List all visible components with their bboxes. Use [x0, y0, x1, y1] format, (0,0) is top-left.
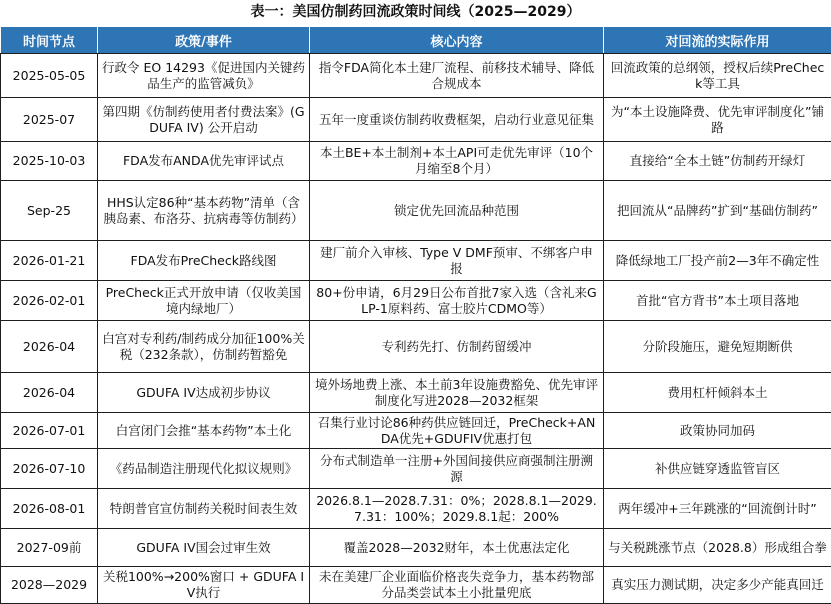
cell-event: FDA发布ANDA优先审评试点 — [98, 142, 310, 181]
cell-content: 五年一度重谈仿制药收费框架，启动行业意见征集 — [310, 98, 604, 142]
cell-date: 2028—2029 — [1, 567, 98, 604]
cell-effect: 回流政策的总纲领，授权后续PreCheck等工具 — [604, 54, 831, 98]
cell-content: 境外场地费上涨、本土前3年设施费豁免、优先审评制度化写进2028—2032框架 — [310, 373, 604, 413]
cell-effect: 为“本土设施降费、优先审评制度化”铺路 — [604, 98, 831, 142]
cell-date: 2026-07-01 — [1, 413, 98, 449]
cell-effect: 政策协同加码 — [604, 413, 831, 449]
table-row — [1, 281, 831, 321]
table-row — [1, 567, 831, 604]
cell-effect: 直接给“全本土链”仿制药开绿灯 — [604, 142, 831, 181]
cell-content: 专利药先打、仿制药留缓冲 — [310, 321, 604, 373]
table-row — [1, 489, 831, 529]
cell-date: 2026-01-21 — [1, 241, 98, 281]
cell-event: FDA发布PreCheck路线图 — [98, 241, 310, 281]
table-row — [1, 321, 831, 373]
cell-effect: 首批“官方背书”本土项目落地 — [604, 281, 831, 321]
cell-effect: 分阶段施压，避免短期断供 — [604, 321, 831, 373]
cell-event: 第四期《仿制药使用者付费法案》(GDUFA IV) 公开启动 — [98, 98, 310, 142]
cell-content: 建厂前介入审核、Type V DMF预审、不绑客户申报 — [310, 241, 604, 281]
cell-event: 白宫闭门会推“基本药物”本土化 — [98, 413, 310, 449]
cell-date: 2025-05-05 — [1, 54, 98, 98]
cell-date: 2027-09前 — [1, 529, 98, 567]
policy-timeline-table — [0, 26, 831, 604]
cell-event: GDUFA IV国会过审生效 — [98, 529, 310, 567]
cell-content: 指令FDA简化本土建厂流程、前移技术辅导、降低合规成本 — [310, 54, 604, 98]
cell-date: 2026-04 — [1, 321, 98, 373]
cell-effect: 降低绿地工厂投产前2—3年不确定性 — [604, 241, 831, 281]
cell-content: 2026.8.1—2028.7.31：0%；2028.8.1—2029.7.31：100%；2029.8.1起：200% — [310, 489, 604, 529]
cell-date: 2026-08-01 — [1, 489, 98, 529]
table-row — [1, 413, 831, 449]
cell-date: 2026-02-01 — [1, 281, 98, 321]
cell-content: 未在美建厂企业面临价格丧失竞争力，基本药物部分品类尝试本土小批量兜底 — [310, 567, 604, 604]
cell-date: 2026-04 — [1, 373, 98, 413]
column-header-effect: 对回流的实际作用 — [604, 27, 831, 54]
cell-event: PreCheck正式开放申请（仅收美国境内绿地厂） — [98, 281, 310, 321]
cell-effect: 真实压力测试期，决定多少产能真回迁 — [604, 567, 831, 604]
table-row — [1, 241, 831, 281]
cell-date: 2025-07 — [1, 98, 98, 142]
cell-content: 80+份申请，6月29日公布首批7家入选（含礼来GLP-1原料药、富士胶片CDMO等） — [310, 281, 604, 321]
cell-event: HHS认定86种“基本药物”清单（含胰岛素、布洛芬、抗病毒等仿制药） — [98, 181, 310, 241]
column-header-content: 核心内容 — [310, 27, 604, 54]
column-header-event: 政策/事件 — [98, 27, 310, 54]
table-row — [1, 529, 831, 567]
table-row — [1, 373, 831, 413]
cell-content: 覆盖2028—2032财年，本土优惠法定化 — [310, 529, 604, 567]
table-row — [1, 181, 831, 241]
cell-effect: 把回流从“品牌药”扩到“基础仿制药” — [604, 181, 831, 241]
cell-effect: 与关税跳涨节点（2028.8）形成组合拳 — [604, 529, 831, 567]
table-row — [1, 98, 831, 142]
cell-date: 2026-07-10 — [1, 449, 98, 489]
table-row — [1, 54, 831, 98]
cell-content: 锁定优先回流品种范围 — [310, 181, 604, 241]
table-row — [1, 449, 831, 489]
table-title: 表一：美国仿制药回流政策时间线（2025—2029） — [0, 0, 831, 24]
cell-event: 关税100%→200%窗口 + GDUFA IV执行 — [98, 567, 310, 604]
table-row — [1, 142, 831, 181]
cell-event: 行政令 EO 14293《促进国内关键药品生产的监管减负》 — [98, 54, 310, 98]
cell-date: 2025-10-03 — [1, 142, 98, 181]
cell-effect: 两年缓冲+三年跳涨的“回流倒计时” — [604, 489, 831, 529]
cell-content: 召集行业讨论86种药供应链回迁，PreCheck+ANDA优先+GDUFIV优惠打包 — [310, 413, 604, 449]
cell-event: 特朗普官宣仿制药关税时间表生效 — [98, 489, 310, 529]
column-header-date: 时间节点 — [1, 27, 98, 54]
cell-content: 分布式制造单一注册+外国间接供应商强制注册溯源 — [310, 449, 604, 489]
cell-event: 《药品制造注册现代化拟议规则》 — [98, 449, 310, 489]
cell-content: 本土BE+本土制剂+本土API可走优先审评（10个月缩至8个月） — [310, 142, 604, 181]
cell-date: Sep-25 — [1, 181, 98, 241]
cell-effect: 补供应链穿透监管盲区 — [604, 449, 831, 489]
cell-event: GDUFA IV达成初步协议 — [98, 373, 310, 413]
table-header-row — [1, 27, 831, 54]
cell-event: 白宫对专利药/制药成分加征100%关税（232条款），仿制药暂豁免 — [98, 321, 310, 373]
cell-effect: 费用杠杆倾斜本土 — [604, 373, 831, 413]
